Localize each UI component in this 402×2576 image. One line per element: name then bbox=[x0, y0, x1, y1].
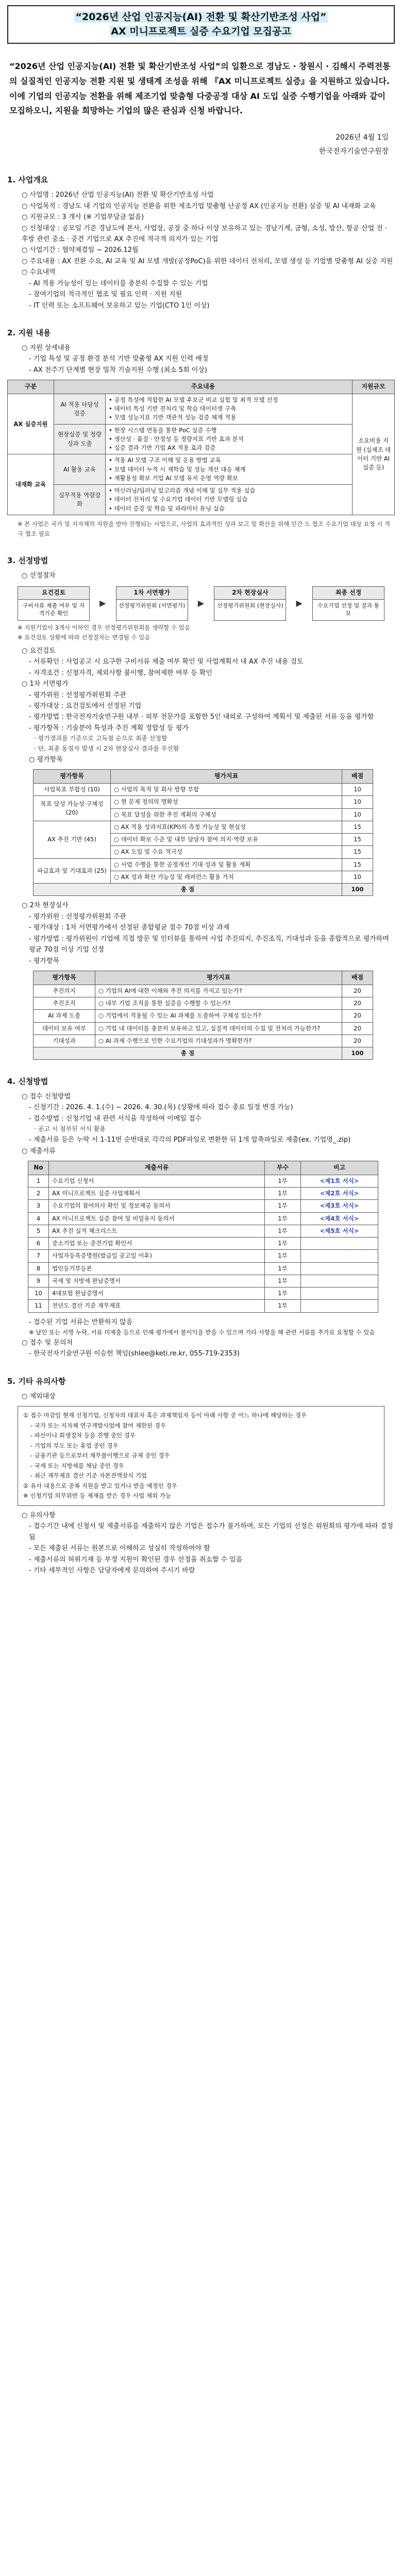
table-cell bbox=[301, 1300, 378, 1312]
support-table bbox=[7, 380, 395, 515]
section-4-title: 4. 신청방법 bbox=[7, 1077, 48, 1087]
table-cell: 4 bbox=[28, 1212, 49, 1225]
table-row bbox=[28, 1238, 378, 1250]
overview-item: ○ 사업목적 : 경남도 내 기업의 인공지능 전환을 위한 제조기업 맞춤형 난공정 AX (인공지능 전환) 실증 및 AI 내재화 교육 bbox=[22, 202, 376, 210]
support-line: • 재활용성 확보 기업 AI 모델 유지 운영 역량 확보 bbox=[109, 474, 238, 482]
eval-total-label: 총 점 bbox=[34, 884, 342, 896]
application-item: - 접수방법 : 신청기업 내 관련 서식을 작성하여 이메일 접수 bbox=[29, 1114, 202, 1123]
table-row bbox=[28, 1275, 378, 1287]
support-line: • 데이터 특성 기반 전처리 및 학습 데이터셋 구축 bbox=[109, 405, 237, 413]
overview-item: ○ 주요내용 : AX 전환 수요, AI 교육 및 AI 모델 개발(공정PoC)을 위한 데이터 전처리, 모델 생성 등 기업별 맞춤형 AI 실증 지원 bbox=[22, 257, 393, 265]
table-row bbox=[28, 1225, 378, 1237]
demand-item: - AI 적용 가능성이 있는 데이터를 충분히 수집할 수 있는 기업 bbox=[29, 279, 208, 287]
table-cell bbox=[301, 1275, 378, 1287]
table-cell: 11 bbox=[28, 1300, 49, 1312]
table-cell: 1부 bbox=[265, 1175, 301, 1187]
eval2-item: - 평가대상 : 1차 서면평가에서 선정된 종합평균 점수 70점 이상 과제 bbox=[29, 924, 230, 932]
support-line: • 생산성 · 품질 · 안정성 등 정량지표 기반 효과 분석 bbox=[109, 435, 244, 443]
support-line: • 모델 성능지표 기반 객관적 성능 검증 체계 적용 bbox=[109, 414, 237, 421]
section-1-items bbox=[11, 190, 395, 311]
documents-notes bbox=[11, 1317, 395, 1360]
eval2-title: ○ 2차 현장실사 bbox=[22, 902, 69, 910]
eval2-section bbox=[11, 900, 395, 967]
eval1-item: - 평가방법 : 한국전자기술연구원 내부 · 외부 전문가를 포함한 5인 내외로 구성하여 계획서 및 제출된 서류 등을 평가함 bbox=[29, 713, 374, 721]
support-note: ※ 본 사업은 국가 및 지자체의 지원을 받아 진행되는 사업으로, 사업의 효과적인 성과 보고 및 확산을 위해 민간 도 협조 수요기업 대상 요청 시 적극 협조 필요 bbox=[18, 520, 391, 537]
application-title: ○ 접수 신청방법 bbox=[22, 1093, 71, 1100]
eval-score: 10 bbox=[342, 808, 373, 821]
exclusion-line: - 파산이나 회생절차 등을 진행 중인 경우 bbox=[30, 1432, 136, 1439]
application-subitem: · 공고 시 첨부된 서식 활용 bbox=[34, 1125, 106, 1133]
eval1-item: - 평가항목 : 기술분야 특성과 추진 계획 정합성 등 평가 bbox=[29, 724, 189, 732]
date-block bbox=[7, 131, 395, 158]
table-cell bbox=[301, 1287, 378, 1300]
overview-item: ○ 사업명 : 2026년 산업 인공지능(AI) 전환 및 확산기반조성 사업 bbox=[22, 191, 214, 199]
flow-step: 최종 선정 수요기업 선정 및 결과 통보 bbox=[312, 586, 384, 621]
table-cell: <제5호 서식> bbox=[301, 1225, 378, 1237]
table-row bbox=[28, 1287, 378, 1300]
selection-flow bbox=[18, 586, 384, 621]
eval1-item: - 평가대상 : 요건검토에서 선정된 기업 bbox=[29, 702, 142, 710]
contact-info[interactable]: - 한국전자기술연구원 이승헌 책임(shlee@keti.re.kr, 055-719-2353) bbox=[29, 1350, 240, 1358]
table-cell: 법인등기부등본 bbox=[49, 1262, 265, 1275]
table-cell: <제2호 서식> bbox=[301, 1188, 378, 1200]
eval-category: AX 추진 기반 (45) bbox=[34, 821, 111, 858]
table-cell: 1부 bbox=[265, 1250, 301, 1262]
contact-title: ○ 접수 및 문의처 bbox=[22, 1338, 73, 1347]
eval-indicator: ○ 목표 달성을 위한 추진 계획의 구체성 bbox=[111, 808, 342, 821]
intro-paragraph: “2026년 산업 인공지능(AI) 전환 및 확산기반조성 사업”의 일환으로 경남도 · 창원시 · 김해시 주력전통의 실질적인 인공지능 전환 지원 및 생태계 조성을 위해 『AX 미니프로젝트 실증』을 지원하고 있습니다. 이에 기업의 인공지능 전환을 위해 제조기업 맞춤형 다중공정 대상 AI 도입 실증 수행기업을 아래와 같이 모집하오니, 지원을 희망하는 기업의 많은 관심과 신청 바랍니다. bbox=[9, 61, 391, 116]
support-row-label: AI 적용 타당성 검증 bbox=[54, 394, 106, 424]
table-cell: AX 미니프로젝트 실증 사업계획서 bbox=[49, 1188, 265, 1200]
demand-item: - 참여기업의 적극적인 협조 및 필요 인력 · 지원 지원 bbox=[29, 291, 182, 299]
support-detail-item: - AX 전주기 단계별 현장 밀착 기술지원 수행 (최소 5회 이상) bbox=[29, 366, 207, 374]
table-row bbox=[28, 1300, 378, 1312]
flow-note: ※ 요건검토 상황에 따라 선정절차는 변경될 수 있음 bbox=[18, 633, 150, 641]
table-cell: 전년도 결산 기준 재무제표 bbox=[49, 1300, 265, 1312]
eval-score: 15 bbox=[342, 846, 373, 858]
demand-item: - IT 인력 또는 소프트웨어 보유하고 있는 기업(CTO 1인 이상) bbox=[29, 301, 210, 310]
table-cell: 사업자등록증명원(발급일 공고일 이후) bbox=[49, 1250, 265, 1262]
table-cell bbox=[301, 1250, 378, 1262]
selection-process-title: ○ 선정절차 bbox=[22, 571, 56, 580]
overview-item: ○ 지원규모 : 3 개사 (※ 기업부담금 없음) bbox=[22, 213, 144, 222]
exclusion-line: ② 유사 내용으로 중복 지원을 받고 있거나 받을 예정인 경우 bbox=[23, 1482, 177, 1489]
table-cell: 1부 bbox=[265, 1262, 301, 1275]
requirement-item: - 자격조건 : 신청자격, 제외사항 불이행, 참여제한 여부 등 확인 bbox=[29, 669, 212, 677]
eval-indicator: ○ 사업 수행을 통한 공정개선 기대 성과 및 활용 계획 bbox=[111, 858, 342, 871]
table-row bbox=[28, 1212, 378, 1225]
eval-indicator: ○ AX 성과 확산 가능성 및 레퍼런스 활용 가치 bbox=[111, 871, 342, 883]
section-3-title: 3. 선정방법 bbox=[7, 555, 48, 565]
flow-step: 2차 현장실사 선정평가위원회 (현장실사) bbox=[214, 586, 286, 621]
title-line-2: AX 미니프로젝트 실증 수요기업 모집공고 bbox=[111, 25, 291, 37]
table-cell: 10 bbox=[28, 1287, 49, 1300]
eval-indicator: ○ 현 문제 정의의 명확성 bbox=[111, 796, 342, 808]
support-row-content bbox=[106, 394, 353, 424]
table-cell: 5 bbox=[28, 1225, 49, 1237]
notice-org: 한국전자기술연구원장 bbox=[319, 147, 389, 156]
caution-item: - 제출서류의 허위기재 등 부정 지원이 확인된 경우 선정을 취소할 수 있음 bbox=[29, 1555, 243, 1564]
table-cell: 1부 bbox=[265, 1200, 301, 1212]
support-line: • 데이터 전처리 및 수요기업 데이터 기반 모델링 실습 bbox=[109, 496, 248, 503]
notice-date: 2026년 4월 1일 bbox=[336, 133, 389, 142]
exclusion-line: - 국세 또는 지방세를 체납 중인 경우 bbox=[30, 1462, 124, 1469]
eval-indicator: ○ AX 도입 및 수요 적극성 bbox=[111, 846, 342, 858]
documents-title: ○ 제출서류 bbox=[22, 1147, 56, 1155]
overview-item: ○ 사업기간 : 협약체결일 ~ 2026.12월 bbox=[22, 246, 139, 255]
doc-note: - 접수된 기업 서류는 반환하지 않음 bbox=[29, 1318, 133, 1326]
documents-table: No 제출서류 부수 비고 1 수요기업 신청서 1부 <제1호 서식> 2 AX 미니프로젝트 실증 사업계획서 1부 <제2호 서식> 3 수요기업의 참여의사 확인 및 정보제공 동의서 1부 <제3호 서식> 4 AX 미니프로젝트 실증 참여 및 비밀유지 동의서 1부 <제4호 서식> 5 AX 추진 실적 체크리스트 1부 <제5호 서식> 6 중소기업 또는 중견기업 확인서 1부 7 사업자등록증명원(발급일 공고일 이후) 1부 8 법인등기부등본 1부 9 국세 및 지방세 완납증명서 1부 10 4대보험 완납증명서 1부 11 전년도 결산 기준 재무제표 1부 bbox=[28, 1161, 378, 1313]
exclusion-line: ① 접수 마감일 현재 신청기업, 신청자의 대표자 혹은 과제책임자 등이 아래 사항 중 어느 하나에 해당하는 경우 bbox=[23, 1412, 307, 1419]
arrow-right-icon: ▶ bbox=[197, 598, 205, 608]
table-row bbox=[28, 1250, 378, 1262]
eval-score: 15 bbox=[342, 858, 373, 871]
requirement-item: - 서류확인 : 사업공고 시 요구한 구비서류 제출 여부 확인 및 사업계획서 내 AX 추진 내용 검토 bbox=[29, 658, 304, 666]
table-cell: 1부 bbox=[265, 1300, 301, 1312]
eval2-item: - 평가방법 : 평가위원이 기업에 직접 방문 및 인터뷰를 통하여 사업 추진의지, 추진조직, 기대성과 등을 종합적으로 평가하며 평균 70점 이상 기업 선정 bbox=[29, 935, 389, 954]
flow-step: 요건검토 구비서류 제출 여부 및 자격기준 확인 bbox=[18, 586, 90, 621]
table-cell bbox=[301, 1262, 378, 1275]
caution-section bbox=[11, 1510, 395, 1577]
table-cell: 수요기업 신청서 bbox=[49, 1175, 265, 1187]
support-row-label: AI 활용 교육 bbox=[54, 454, 106, 485]
table-cell: 2 bbox=[28, 1188, 49, 1200]
table-cell: 국세 및 지방세 완납증명서 bbox=[49, 1275, 265, 1287]
exclusion-line: - 국가 또는 지자체 연구개발사업에 참여 제한된 경우 bbox=[30, 1421, 166, 1429]
table-cell: AX 미니프로젝트 실증 참여 및 비밀유지 동의서 bbox=[49, 1212, 265, 1225]
support-row-label: 현장실증 및 정량성과 도출 bbox=[54, 424, 106, 454]
support-scale: 소요비용 지원 (실제조 데이터 기반 AI 실증 등) bbox=[353, 394, 395, 515]
eval1-subitem: · 평가결과를 기준으로 고득점 순으로 최종 선정함 bbox=[34, 735, 167, 742]
support-line: • 현장 시스템 연동을 통한 PoC 실증 수행 bbox=[109, 426, 217, 434]
table-row bbox=[28, 1188, 378, 1200]
eval2-item: - 평가위원 : 선정평가위원회 주관 bbox=[29, 912, 126, 921]
section-2-title: 2. 지원 내용 bbox=[7, 328, 51, 338]
eval-category: 파급효과 및 기대효과 (25) bbox=[34, 858, 111, 884]
eval1-subitem: · 단, 최종 동점자 발생 시 2차 현장실사 결과를 우선함 bbox=[34, 745, 179, 753]
doc-note: ※ 날인 또는 서명 누락, 서류 미제출 등으로 인해 평가에서 불이익을 받을 수 있으며 기타 사항을 해 관련 서류를 추가로 요청할 수 있음 bbox=[29, 1328, 375, 1336]
table-row bbox=[28, 1175, 378, 1187]
table-cell: 8 bbox=[28, 1262, 49, 1275]
support-row-content bbox=[106, 485, 353, 515]
flow-note: ※ 지원기업이 3개사 이하인 경우 선정평가위원회를 생략할 수 있음 bbox=[18, 623, 191, 631]
title-line-1: “2026년 산업 인공지능(AI) 전환 및 확산기반조성 사업” bbox=[75, 11, 327, 23]
eval-indicator: ○ AX 적용 성과지표(KPI)의 측정 가능성 및 현실성 bbox=[111, 821, 342, 833]
application-item: - 신청기간 : 2026. 4. 1.(수) ~ 2026. 4. 30.(목) (상황에 따라 접수 종료 일정 변경 가능) bbox=[29, 1104, 293, 1112]
eval-score: 10 bbox=[342, 796, 373, 808]
support-line: • 공정 특성에 적합한 AI 모델 후보군 비교 실험 및 최적 모델 선정 bbox=[109, 396, 278, 403]
support-line: • 데이터 증강 및 학습 및 파라미터 튜닝 실습 bbox=[109, 504, 225, 512]
eval-indicator: ○ 데이터 확보 수준 및 내부 담당자 참여 의지·역량 보유 bbox=[111, 834, 342, 846]
exclusion-line: ※ 신청기업 의무위반 등 제재를 받은 경우 사업 제외 가능 bbox=[23, 1492, 171, 1500]
support-group: 내재화 교육 bbox=[8, 454, 54, 515]
eval2-item: - 평가항목 bbox=[29, 957, 60, 965]
table-cell: <제4호 서식> bbox=[301, 1212, 378, 1225]
eval1-table-title: ○ 평가항목 bbox=[29, 755, 63, 764]
table-row: AI 과제 도출 ○ 기업에서 적용될 수 있는 AI 과제를 도출하여 구체성 있는가? 20 bbox=[34, 1010, 373, 1022]
table-cell: 9 bbox=[28, 1275, 49, 1287]
exclusion-title: ○ 제외대상 bbox=[22, 1392, 56, 1400]
table-row: 추진조직 ○ 내부 기업 조직을 통한 실증을 수행할 수 있는가? 20 bbox=[34, 997, 373, 1010]
exclusion-line: - 기업의 부도 또는 휴업 중인 경우 bbox=[30, 1442, 119, 1449]
table-cell: 6 bbox=[28, 1238, 49, 1250]
requirement-review: ○ 요건검토 - 서류확인 : 사업공고 시 요구한 구비서류 제출 여부 확인 및 사업계획서 내 AX 추진 내용 검토 - 자격조건 : 신청자격, 제외사항 불이행, 참여제한 여부 등 확인 ○ 1차 서면평가 - 평가위원 : 선정평가위원회 주관 - 평가대상 : 요건검토에서 선정된 기업 - 평가방법 : 한국전자기술연구원 내부 · 외부 전문가를 포함한 5인 내외로 구성하여 계획서 및 제출된 서류 등을 평가함 - 평가항목 : 기술분야 특성과 추진 계획 정합성 등 평가 · 평가결과를 기준으로 고득점 순으로 최종 선정함 · 단, 최종 동점자 발생 시 2차 현장실사 결과를 우선함 ○ 평가항목 bbox=[11, 646, 395, 766]
table-cell bbox=[301, 1238, 378, 1250]
eval-category: 목표 달성 가능성·구체성 (20) bbox=[34, 796, 111, 821]
section-2-items bbox=[11, 343, 395, 376]
support-row-content bbox=[106, 454, 353, 485]
eval1-table: 평가항목 평가지표 배점 사업목표 부합성 (10) ○ 사업의 목적 및 회사 방향 부합 10 목표 달성 가능성·구체성 (20) ○ 현 문제 정의의 명확성 10 ○ 목표 달성을 위한 추진 계획의 구체성 10 AX 추진 기반 (45) ○ AX 적용 성과지표(KPI)의 측정 가능성 및 현실성 15 ○ 데이터 확보 수준 및 내부 담당자 참여 의지·역량 보유 15 ○ AX 도입 및 수요 적극성 15 파급효과 및 기대효과 (25) ○ 사업 수행을 통한 공정개선 기대 성과 및 활용 계획 15 ○ AX 성과 확산 가능성 및 레퍼런스 활용 가치 10 총 점 100 bbox=[33, 769, 373, 896]
eval1-item: - 평가위원 : 선정평가위원회 주관 bbox=[29, 691, 126, 699]
exclusion-line: - 최근 재무제표 결산 기준 자본전액잠식 기업 bbox=[30, 1472, 147, 1480]
support-table-header: 주요내용 bbox=[54, 380, 353, 394]
support-table-header: 지원규모 bbox=[353, 380, 395, 394]
documents-table-body bbox=[28, 1175, 378, 1312]
eval-category: 사업목표 부합성 (10) bbox=[34, 784, 111, 796]
table-cell: 수요기업의 참여의사 확인 및 정보제공 동의서 bbox=[49, 1200, 265, 1212]
support-line: • 모델 데이터 누적 시 재학습 및 성능 개선 대응 체계 bbox=[109, 465, 246, 473]
table-cell: <제1호 서식> bbox=[301, 1175, 378, 1187]
table-cell: 4대보험 완납증명서 bbox=[49, 1287, 265, 1300]
flow-step: 1차 서면평가 선정평가위원회 (서면평가) bbox=[116, 586, 188, 621]
table-cell: 1부 bbox=[265, 1225, 301, 1237]
support-row-label: 실무적용 역량강화 bbox=[54, 485, 106, 515]
eval-score: 10 bbox=[342, 871, 373, 883]
table-cell: 1 bbox=[28, 1175, 49, 1187]
application-section bbox=[11, 1091, 395, 1157]
eval-score: 10 bbox=[342, 784, 373, 796]
application-item: - 제출서류 등은 누락 시 1-11번 순번대로 각각의 PDF파일로 변환한 뒤 1개 압축파일로 제출(ex. 기업명_.zip) bbox=[29, 1136, 351, 1144]
section-1-title: 1. 사업개요 bbox=[7, 175, 48, 185]
eval-score: 15 bbox=[342, 821, 373, 833]
exclusion-box bbox=[18, 1406, 384, 1506]
table-cell: 1부 bbox=[265, 1212, 301, 1225]
title-box bbox=[7, 5, 395, 44]
support-line: • 머신러닝/딥러닝 알고리즘 개념 이해 및 실무 적용 실습 bbox=[109, 487, 256, 495]
table-row: 추진의지 ○ 기업의 AI에 대한 이해와 추진 의지를 가지고 있는가? 20 bbox=[34, 985, 373, 997]
section-5-title: 5. 기타 유의사항 bbox=[7, 1376, 66, 1386]
eval2-total: 100 bbox=[342, 1047, 373, 1060]
table-cell: <제3호 서식> bbox=[301, 1200, 378, 1212]
table-cell: 1부 bbox=[265, 1188, 301, 1200]
arrow-right-icon: ▶ bbox=[296, 598, 303, 608]
table-row bbox=[28, 1200, 378, 1212]
table-cell: 1부 bbox=[265, 1238, 301, 1250]
eval2-table: 평가항목 평가지표 배점 추진의지 ○ 기업의 AI에 대한 이해와 추진 의지를 가지고 있는가? 20 추진조직 ○ 내부 기업 조직을 통한 실증을 수행할 수 있는가? 20 AI 과제 도출 ○ 기업에서 적용될 수 있는 AI 과제를 도출하여 구체성 있는가? 20 데이터 보유 여부 ○ 기업 내 데이터를 충분히 보유하고 있고, 실질적 데이터의 수집 및 전처리 가능한가? 20 기대성과 ○ AI 과제 수행으로 인한 수요기업의 기대성과가 명확한가? 20 총 점 100 bbox=[33, 971, 373, 1060]
table-cell: 중소기업 또는 중견기업 확인서 bbox=[49, 1238, 265, 1250]
demand-title: ○ 수요내역 bbox=[22, 268, 56, 277]
table-cell: 1부 bbox=[265, 1275, 301, 1287]
table-row bbox=[28, 1262, 378, 1275]
caution-item: - 모든 제출된 서류는 원본으로 이해하고 성실히 작성하여야 함 bbox=[29, 1545, 210, 1553]
exclusion-line: - 금융기관 등으로부터 채무불이행으로 규제 중인 경우 bbox=[30, 1452, 170, 1460]
eval-indicator: ○ 사업의 목적 및 회사 방향 부합 bbox=[111, 784, 342, 796]
caution-title: ○ 유의사항 bbox=[22, 1511, 56, 1519]
support-line: • 적용 AI 모델 구조 이해 및 운용 방법 교육 bbox=[109, 456, 221, 464]
eval1-title: ○ 1차 서면평가 bbox=[22, 680, 69, 688]
table-cell: 1부 bbox=[265, 1287, 301, 1300]
support-line: • 실증 결과 기반 기업 AX 적용 효과 검증 bbox=[109, 444, 216, 452]
table-cell: 3 bbox=[28, 1200, 49, 1212]
support-table-header: 구분 bbox=[8, 380, 54, 394]
eval-total: 100 bbox=[342, 884, 373, 896]
table-cell: 7 bbox=[28, 1250, 49, 1262]
support-group: AX 실증지원 bbox=[8, 394, 54, 454]
arrow-right-icon: ▶ bbox=[99, 598, 106, 608]
eval2-total-label: 총 점 bbox=[34, 1047, 342, 1060]
table-row: 기대성과 ○ AI 과제 수행으로 인한 수요기업의 기대성과가 명확한가? 20 bbox=[34, 1035, 373, 1047]
caution-item: - 접수기간 내에 신청서 및 제출서류를 제출하지 않은 기업은 접수가 불가하며, 모든 기업의 선정은 위원회의 평가에 따라 결정됨 bbox=[29, 1522, 393, 1541]
overview-item: ○ 신청대상 : 공모일 기준 경남도에 본사, 사업장, 공장 중 하나 이상 보유하고 있는 경남기계, 금형, 소성, 방산, 항공 산업 전 · 후방 관련 중소 · 중견 기업으로 AX 추진에 적극적 의지가 있는 기업 bbox=[22, 224, 388, 243]
support-detail-title: ○ 지원 상세내용 bbox=[22, 344, 71, 352]
caution-item: - 기타 세부적인 사항은 담당자에게 문의하여 주시기 바람 bbox=[29, 1567, 195, 1575]
support-detail-item: - 기업 특성 및 공정 환경 분석 기반 맞춤형 AX 지원 인력 배정 bbox=[29, 355, 209, 363]
eval-score: 15 bbox=[342, 834, 373, 846]
table-row: 데이터 보유 여부 ○ 기업 내 데이터를 충분히 보유하고 있고, 실질적 데이터의 수집 및 전처리 가능한가? 20 bbox=[34, 1022, 373, 1035]
support-row-content bbox=[106, 424, 353, 454]
table-cell: AX 추진 실적 체크리스트 bbox=[49, 1225, 265, 1237]
